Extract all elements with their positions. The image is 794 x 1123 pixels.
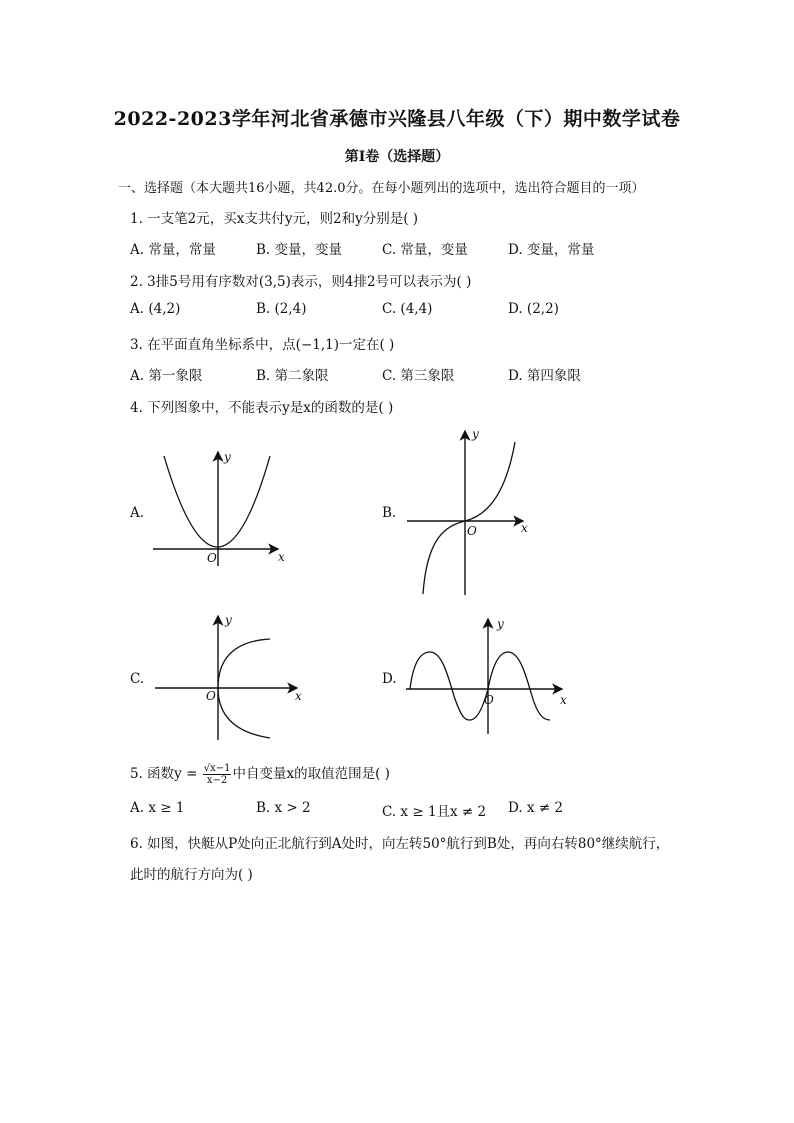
q2-option-d: D. (2,2) xyxy=(508,301,559,317)
q4-graph-c xyxy=(150,612,310,742)
q2-option-a: A. (4,2) xyxy=(130,301,181,317)
q4a-y-label: y xyxy=(224,450,231,464)
q4-option-d-label: D. xyxy=(382,671,397,687)
q5-fraction-numerator: √x−1 xyxy=(203,763,231,774)
q5-fraction xyxy=(203,763,232,786)
q4-option-c-label: C. xyxy=(130,671,145,687)
q1-option-a: A. 常量，常量 xyxy=(130,242,216,258)
q4c-x-label: x xyxy=(295,689,302,703)
q4c-origin-label: O xyxy=(206,689,216,703)
q5-fraction-denominator: x−2 xyxy=(206,775,228,786)
q1-option-b: B. 变量，变量 xyxy=(256,242,343,258)
question-6-stem: 6. 如图，快艇从P处向正北航行到A处时，向左转50°航行到B处，再向右转80°继续航行， xyxy=(130,836,670,852)
q4c-y-label: y xyxy=(225,613,232,627)
q5-option-d: D. x ≠ 2 xyxy=(508,800,564,816)
q5-option-c: C. x ≥ 1且x ≠ 2 xyxy=(382,804,487,820)
question-4-stem: 4. 下列图象中，不能表示y是x的函数的是( ) xyxy=(130,400,394,416)
q4d-x-label: x xyxy=(560,693,567,707)
q4-option-b-label: B. xyxy=(382,505,397,521)
q4a-origin-label: O xyxy=(207,551,217,565)
q3-option-a: A. 第一象限 xyxy=(130,368,203,384)
q5-stem-suffix: 中自变量x的取值范围是( ) xyxy=(232,766,390,782)
q3-option-c: C. 第三象限 xyxy=(382,368,455,384)
q4b-origin-label: O xyxy=(467,524,477,538)
question-3-stem: 3. 在平面直角坐标系中，点(−1,1)一定在( ) xyxy=(130,337,395,353)
question-2-stem: 2. 3排5号用有序数对(3,5)表示，则4排2号可以表示为( ) xyxy=(130,274,472,290)
q3-option-b: B. 第二象限 xyxy=(256,368,329,384)
page-subtitle: 第Ⅰ卷（选择题） xyxy=(344,149,450,165)
q3-option-d: D. 第四象限 xyxy=(508,368,581,384)
q1-option-c: C. 常量，变量 xyxy=(382,242,468,258)
q4-option-a-label: A. xyxy=(130,505,145,521)
question-6-stem-line2: 此时的航行方向为( ) xyxy=(130,867,253,883)
q2-option-c: C. (4,4) xyxy=(382,301,433,317)
q4-graph-d xyxy=(404,616,574,738)
question-5-stem xyxy=(130,762,390,786)
q4-graph-b xyxy=(405,428,540,598)
q4d-y-label: y xyxy=(497,617,504,631)
q4b-y-label: y xyxy=(472,427,479,441)
q2-option-b: B. (2,4) xyxy=(256,301,307,317)
q4a-x-label: x xyxy=(278,550,285,564)
question-1-stem: 1. 一支笔2元，买x支共付y元，则2和y分别是( ) xyxy=(130,211,419,227)
q5-option-a: A. x ≥ 1 xyxy=(130,800,185,816)
page-title: 2022-2023学年河北省承德市兴隆县八年级（下）期中数学试卷 xyxy=(113,108,681,130)
section-heading: 一、选择题（本大题共16小题，共42.0分。在每小题列出的选项中，选出符合题目的一项） xyxy=(118,181,645,196)
q4d-origin-label: O xyxy=(484,693,494,707)
q4b-x-label: x xyxy=(521,521,528,535)
q1-option-d: D. 变量，常量 xyxy=(508,242,595,258)
q5-stem-prefix: 5. 函数y = xyxy=(130,766,202,782)
q4-graph-a xyxy=(150,448,290,568)
q5-option-b: B. x > 2 xyxy=(256,800,311,816)
